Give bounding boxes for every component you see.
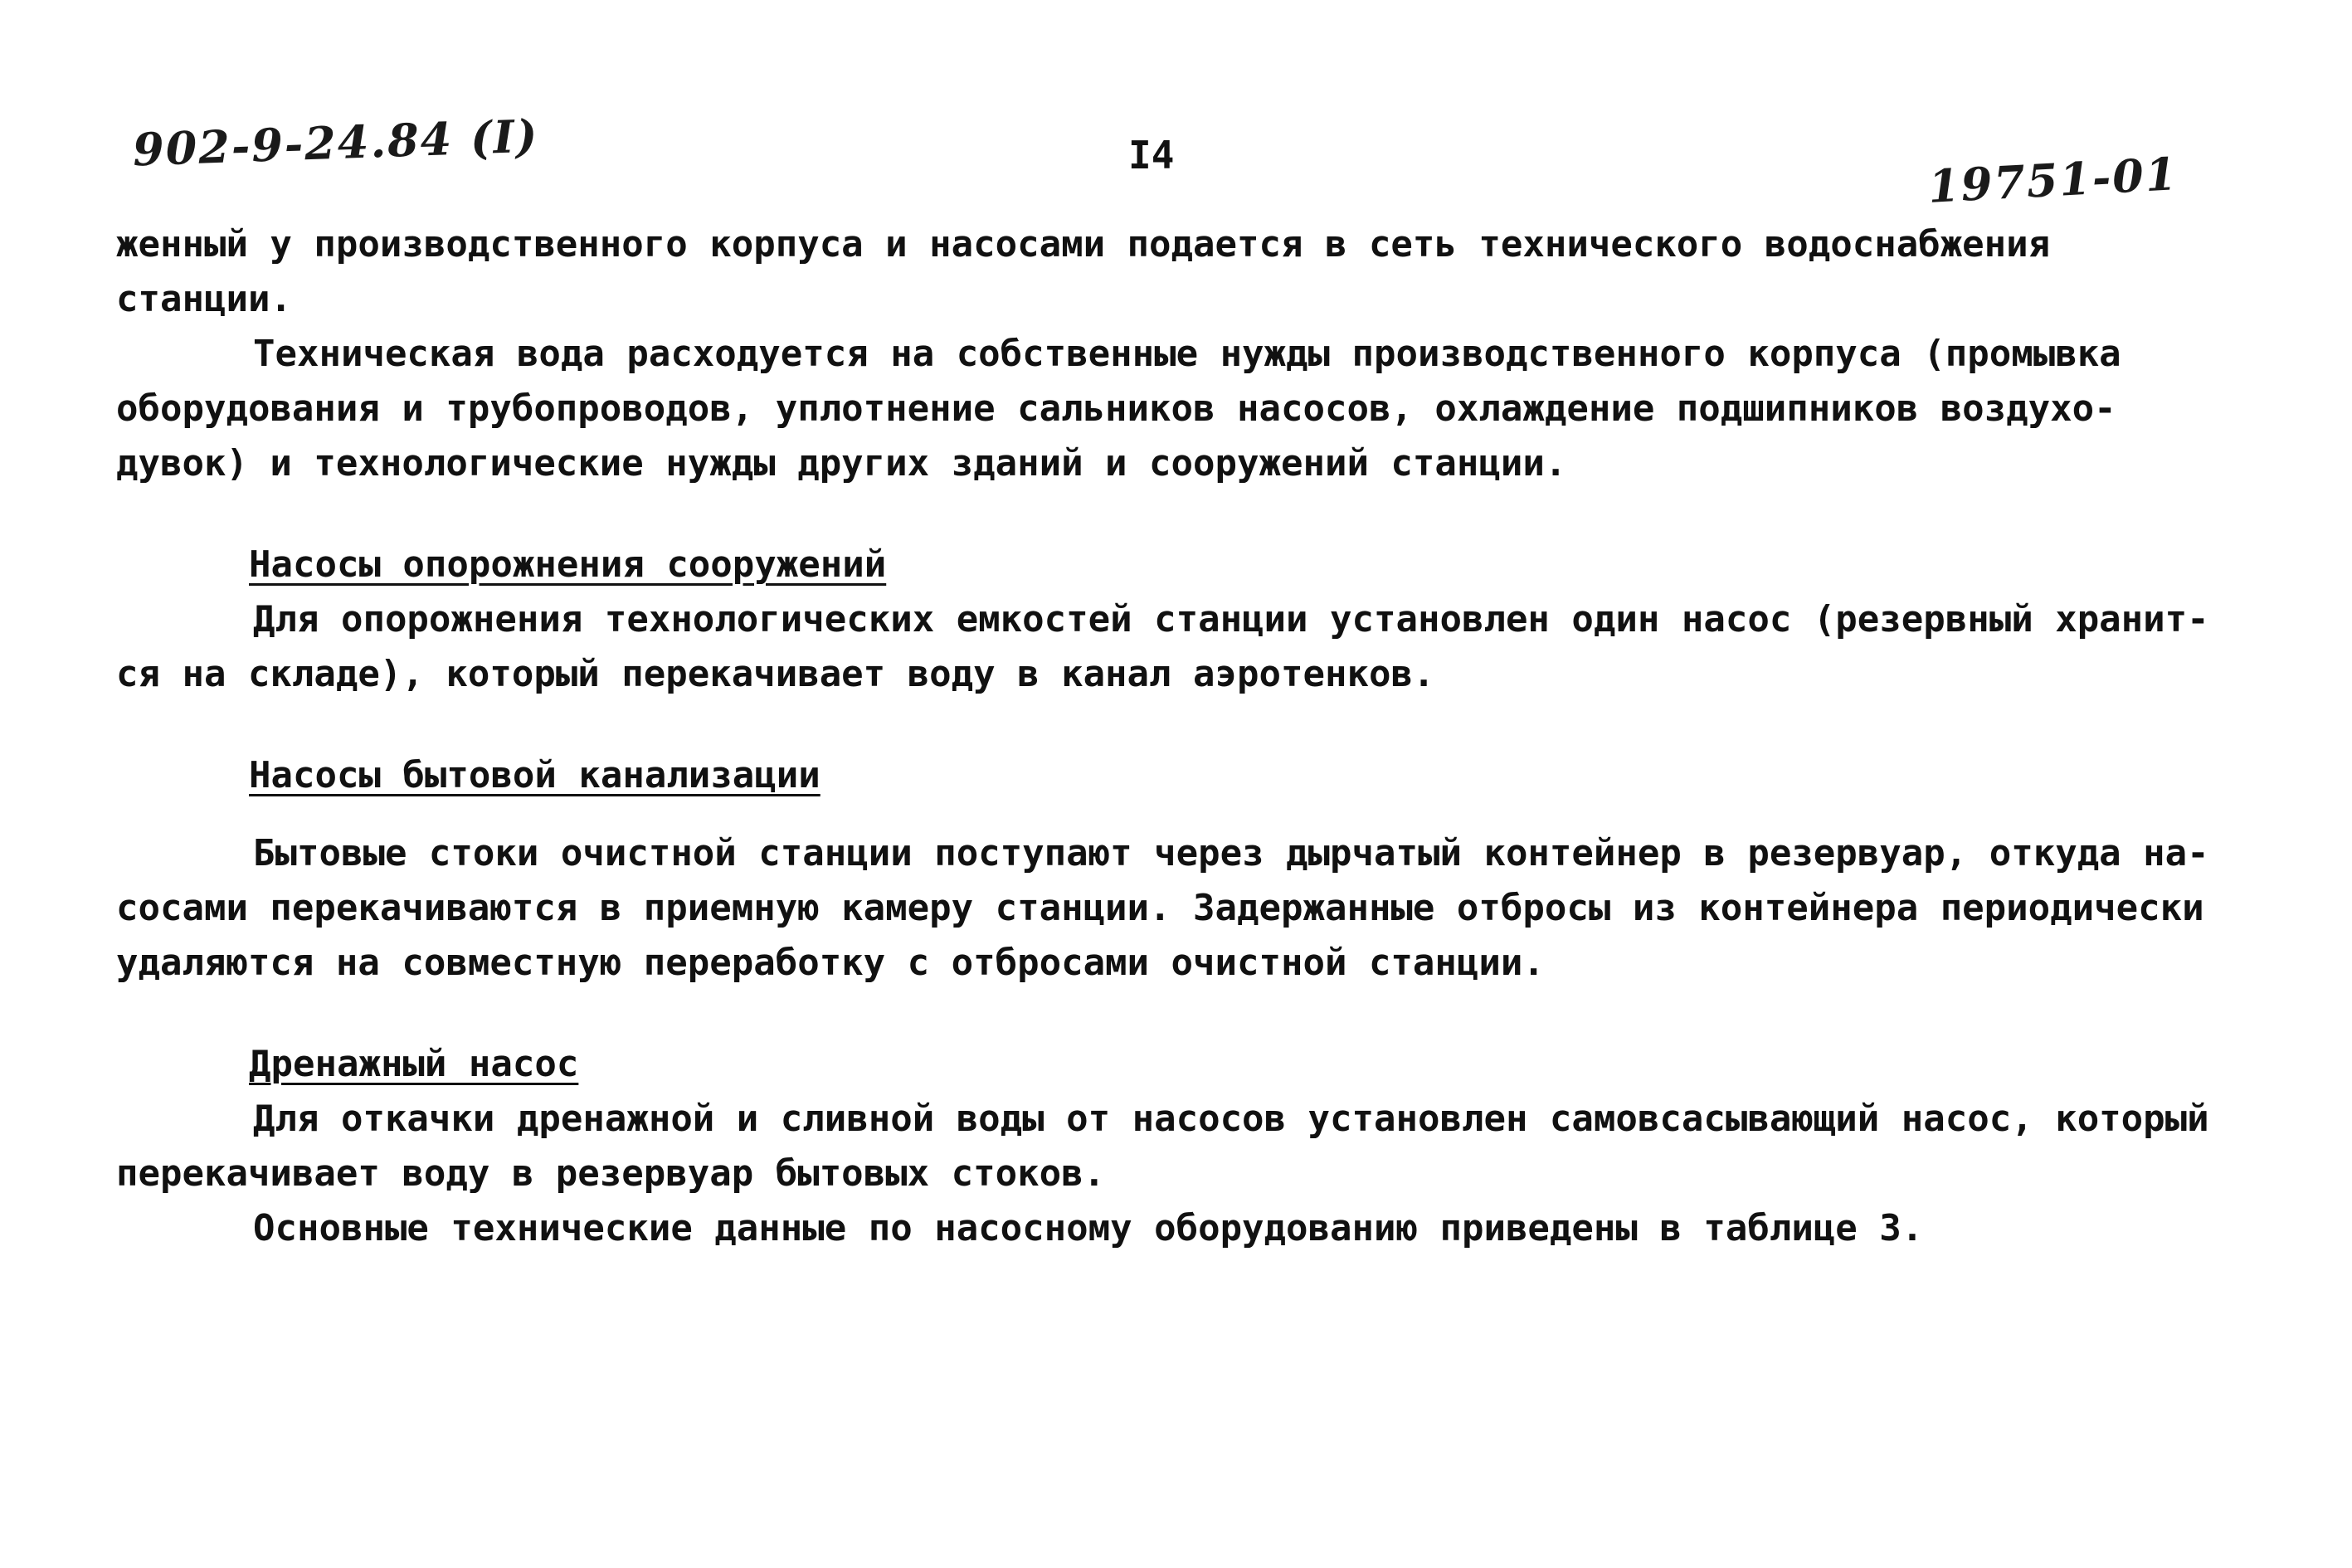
paragraph-line: женный у производственного корпуса и насосами подается в сеть технического водоснабжения [116, 223, 2051, 265]
spacer [116, 803, 2257, 826]
section-heading-drain-pumps [116, 538, 2257, 592]
section-heading-drainage-pump [116, 1037, 2257, 1092]
paragraph-line: Техническая вода расходуется на собственные нужды производственного корпуса (промывка [253, 333, 2121, 375]
paragraph-line: перекачивает воду в резервуар бытовых стоков. [116, 1152, 1106, 1195]
paragraph-line: Основные технические данные по насосному оборудованию приведены в таблице 3. [253, 1207, 1924, 1249]
spacer [116, 702, 2257, 748]
paragraph-line: ся на складе), который перекачивает воду в канал аэротенков. [116, 653, 1435, 695]
section-heading-sewage-pumps [116, 748, 2257, 803]
paragraph-line: Для опорожнения технологических емкостей станции установлен один насос (резервный хранит- [253, 598, 2209, 640]
section-heading-text: Насосы опорожнения сооружений [249, 543, 887, 586]
spacer [116, 991, 2257, 1037]
document-body [116, 217, 2257, 1256]
paragraph-line: сосами перекачиваются в приемную камеру станции. Задержанные отбросы из контейнера периодически [116, 887, 2204, 929]
paragraph-line: дувок) и технологические нужды других зданий и сооружений станции. [116, 442, 1567, 485]
page-number: I4 [1128, 133, 1175, 178]
paragraph-line: станции. [116, 278, 292, 320]
section-heading-text: Насосы бытовой канализации [249, 754, 821, 796]
document-inventory-number: 19751-01 [1926, 147, 2179, 213]
spacer [116, 491, 2257, 538]
paragraph-line: Для откачки дренажной и сливной воды от насосов установлен самовсасывающий насос, который [253, 1098, 2209, 1140]
document-code: 902-9-24.84 (I) [132, 109, 540, 177]
section-heading-text: Дренажный насос [249, 1043, 579, 1085]
paragraph-line: удаляются на совместную переработку с отбросами очистной станции. [116, 942, 1545, 984]
paragraph-line: оборудования и трубопроводов, уплотнение сальников насосов, охлаждение подшипников воздухо- [116, 387, 2116, 430]
paragraph-line: Бытовые стоки очистной станции поступают через дырчатый контейнер в резервуар, откуда на- [253, 832, 2209, 874]
